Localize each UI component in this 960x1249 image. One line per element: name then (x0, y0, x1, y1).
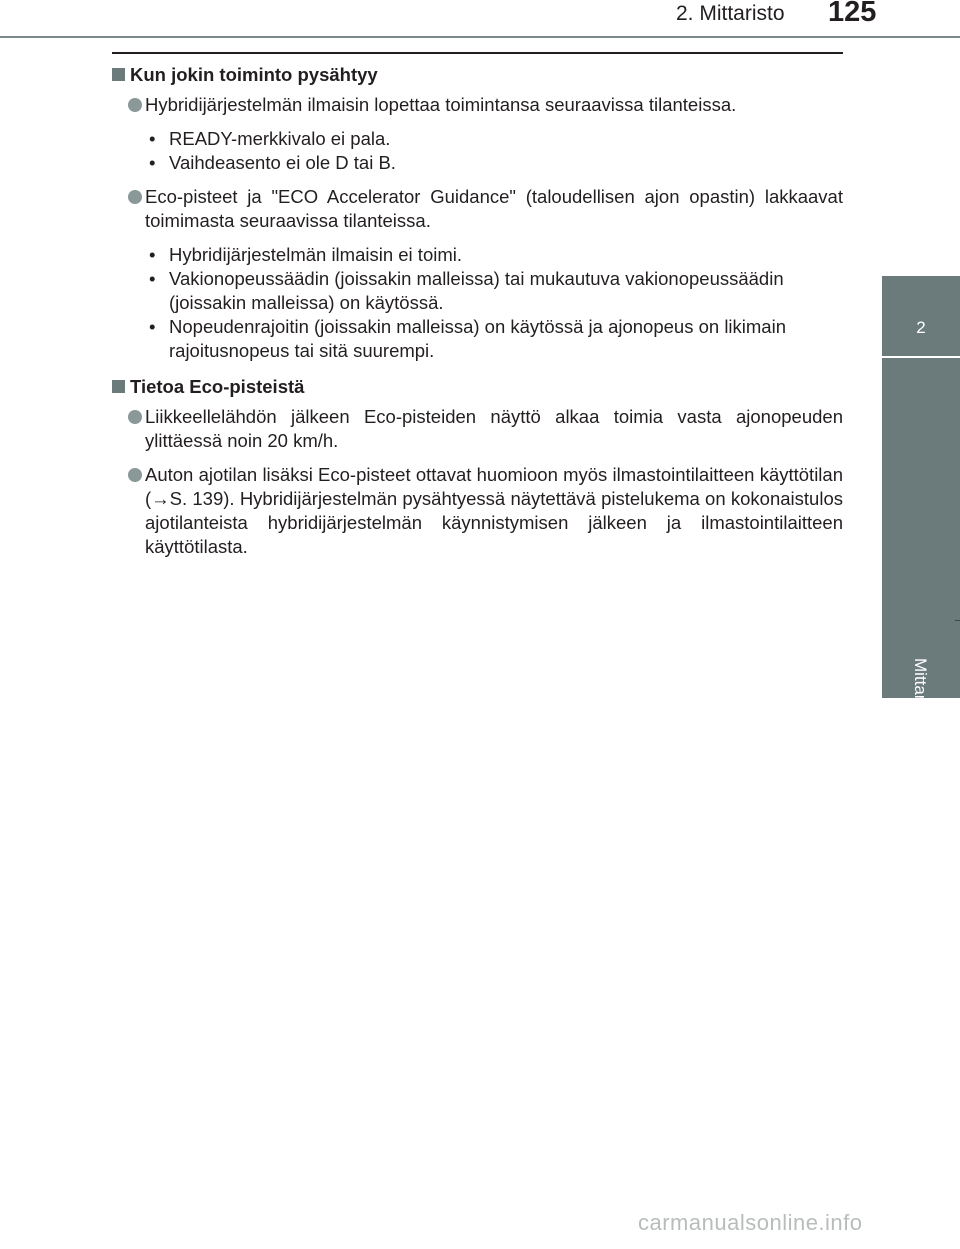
circle-bullet-icon (128, 410, 142, 424)
circle-bullet-icon (128, 190, 142, 204)
list-item: • Hybridijärjestelmän ilmaisin ei toimi. (149, 244, 463, 265)
list-item: • Vakionopeussäädin (joissakin malleissa) tai mukautuva vakionopeussäädin (joissakin malleissa) on käytössä. (149, 268, 784, 313)
paragraph: Hybridijärjestelmän ilmaisin lopettaa toimintansa seuraavissa tilanteissa. (112, 93, 843, 117)
section-heading: Kun jokin toiminto pysähtyy (112, 63, 843, 87)
paragraph: Eco-pisteet ja "ECO Accelerator Guidance" (taloudellisen ajon opastin) lakkaavat toimimasta seuraavissa tilanteissa. (112, 185, 843, 233)
chapter-number: 2 (916, 318, 926, 337)
paragraph: Auton ajotilan lisäksi Eco-pisteet ottavat huomioon myös ilmastointilaitteen käyttötilan (→S. 139). Hybridijärjestelmän pysähtyessä näytettävä pistelukema on kokonaistulos ajotilanteista hybridijärjestelmän käynnistymisen jälkeen ja ilmastointilaitteen käyttötilasta. (112, 463, 843, 559)
square-bullet-icon (112, 68, 125, 81)
page-content (112, 63, 843, 569)
content-top-rule (112, 52, 843, 54)
chapter-label: Mittaristo (911, 658, 930, 727)
sub-list (112, 243, 843, 363)
sub-list (112, 127, 843, 175)
circle-bullet-icon (128, 468, 142, 482)
paragraph: Liikkeellelähdön jälkeen Eco-pisteiden näyttö alkaa toimia vasta ajonopeuden ylittäessä noin 20 km/h. (112, 405, 843, 453)
list-item: • Nopeudenrajoitin (joissakin malleissa) on käytössä ja ajonopeus on likimain rajoitusnopeus tai sitä suurempi. (149, 316, 786, 361)
square-bullet-icon (112, 380, 125, 393)
section-heading: Tietoa Eco-pisteistä (112, 375, 843, 399)
header-divider (0, 36, 960, 38)
list-item: • READY-merkkivalo ei pala. (149, 128, 391, 149)
watermark: carmanualsonline.info (638, 1210, 863, 1235)
list-item: • Vaihdeasento ei ole D tai B. (149, 152, 396, 173)
circle-bullet-icon (128, 98, 142, 112)
side-tab-divider (882, 356, 960, 358)
header-section-title: 2. Mittaristo (676, 2, 785, 25)
page-number: 125 (828, 0, 877, 28)
chapter-side-tab (882, 276, 960, 727)
edge-mark (955, 620, 960, 621)
